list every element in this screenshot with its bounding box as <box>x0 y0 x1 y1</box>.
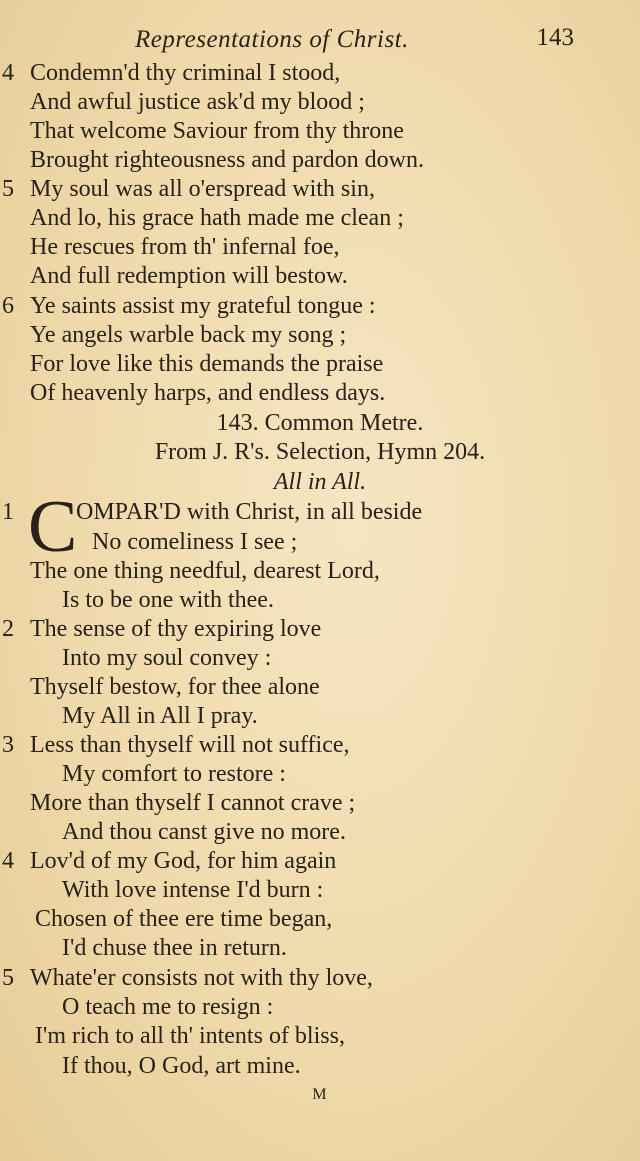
hymn-heading: 143. Common Metre. <box>216 410 424 436</box>
verse-line: Chosen of thee ere time began, <box>35 906 333 932</box>
verse-line: No comeliness I see ; <box>92 529 298 555</box>
verse-line: The one thing needful, dearest Lord, <box>30 558 380 584</box>
running-head: Representations of Christ. <box>135 26 409 53</box>
verse-line: 5 Whate'er consists not with thy love, <box>2 965 373 991</box>
hymn-title: All in All. <box>273 469 367 495</box>
verse-line: 1 OMPAR'D with Christ, in all beside <box>2 499 423 525</box>
verse-line: I'd chuse thee in return. <box>62 935 287 961</box>
verse-line: Thyself bestow, for thee alone <box>30 674 320 700</box>
drop-cap: C <box>28 486 78 568</box>
page-header <box>0 22 640 58</box>
verse-line: That welcome Saviour from thy throne <box>30 118 404 144</box>
verse-line: And thou canst give no more. <box>62 819 346 845</box>
verse-number: 4 <box>2 848 14 874</box>
verse-line: Ye angels warble back my song ; <box>30 322 347 348</box>
verse-line: 6 Ye saints assist my grateful tongue : <box>2 293 376 319</box>
verse-line: Brought righteousness and pardon down. <box>30 147 424 173</box>
verse-line: And full redemption will bestow. <box>30 263 348 289</box>
verse-line: Of heavenly harps, and endless days. <box>30 380 386 406</box>
verse-line: More than thyself I cannot crave ; <box>30 790 356 816</box>
verse-line: And awful justice ask'd my blood ; <box>30 89 365 115</box>
verse-line: 4 Condemn'd thy criminal I stood, <box>2 60 341 86</box>
verse-line: 5 My soul was all o'erspread with sin, <box>2 176 375 202</box>
verse-line: If thou, O God, art mine. <box>62 1053 301 1079</box>
verse-line: 3 Less than thyself will not suffice, <box>2 732 350 758</box>
verse-line: He rescues from th' infernal foe, <box>30 234 340 260</box>
verse-line: I'm rich to all th' intents of bliss, <box>35 1023 345 1049</box>
verse-line: Into my soul convey : <box>62 645 272 671</box>
verse-line: And lo, his grace hath made me clean ; <box>30 205 404 231</box>
hymn-source: From J. R's. Selection, Hymn 204. <box>154 439 486 465</box>
verse-line: Is to be one with thee. <box>62 587 274 613</box>
page-number: 143 <box>536 24 574 51</box>
verse-number: 5 <box>2 176 14 202</box>
verse-line: My All in All I pray. <box>62 703 258 729</box>
verse-number: 3 <box>2 732 14 758</box>
verse-line: 4 Lov'd of my God, for him again <box>2 848 337 874</box>
verse-line: My comfort to restore : <box>62 761 286 787</box>
verse-line: 2 The sense of thy expiring love <box>2 616 322 642</box>
verse-number: 4 <box>2 60 14 86</box>
verse-number: 2 <box>2 616 14 642</box>
signature-mark: M <box>312 1086 328 1103</box>
verse-line: O teach me to resign : <box>62 994 274 1020</box>
verse-number: 1 <box>2 499 14 525</box>
verse-number: 6 <box>2 293 14 319</box>
verse-line: For love like this demands the praise <box>30 351 384 377</box>
verse-number: 5 <box>2 965 14 991</box>
verse-line: With love intense I'd burn : <box>62 877 324 903</box>
